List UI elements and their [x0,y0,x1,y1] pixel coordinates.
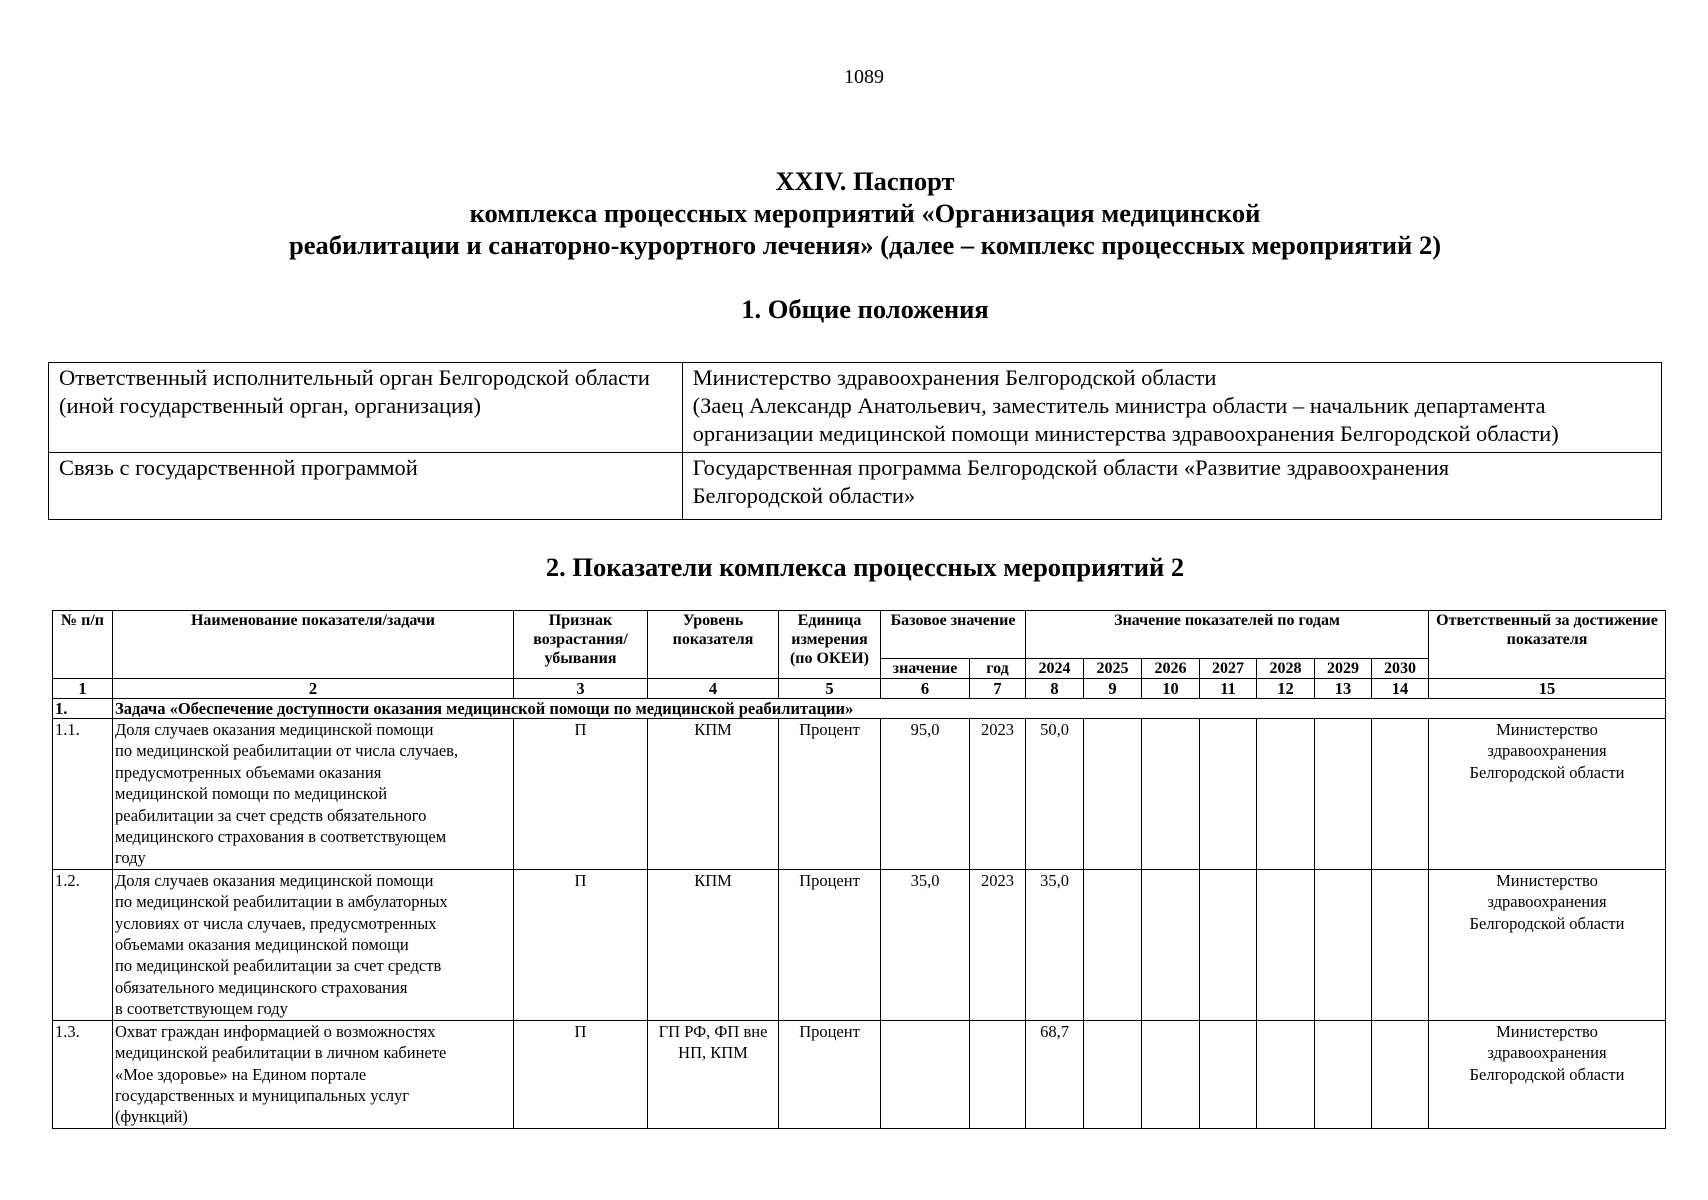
indicator-name-line: по медицинской реабилитации в амбулаторных [115,892,448,912]
column-number: 3 [514,679,648,699]
year-value-cell [1372,869,1429,1020]
level-cell-line: КПМ [694,870,732,890]
year-value-cell [1257,869,1315,1020]
year-value-cell: 35,0 [1026,869,1084,1020]
header-year: 2029 [1315,659,1372,679]
unit-cell: Процент [779,869,881,1020]
responsible-cell-line: Министерство [1496,1021,1598,1041]
task-row [53,699,1666,719]
info-label: Ответственный исполнительный орган Белгородской области (иной государственный орган, организация) [49,363,683,453]
header-unit: Единица измерения (по ОКЕИ) [779,611,881,679]
year-value-cell [1142,869,1200,1020]
responsible-cell-line: здравоохранения [1487,1043,1607,1063]
header-base: Базовое значение [881,611,1026,659]
header-base-value: значение [881,659,970,679]
year-value-cell [1257,1020,1315,1128]
level-cell [648,1020,779,1128]
responsible-cell [1429,719,1666,870]
header-num: № п/п [53,611,113,679]
info-value-line: (Заец Александр Анатольевич, заместитель министра области – начальник департамента [692,393,1546,418]
indicator-name [113,869,514,1020]
level-cell-line: НП, КПМ [678,1043,748,1063]
year-value-cell [1200,1020,1257,1128]
indicator-name [113,719,514,870]
year-value-cell [1142,1020,1200,1128]
table-header-row [53,611,1666,659]
header-year: 2027 [1200,659,1257,679]
table-row [53,1020,1666,1128]
responsible-cell [1429,1020,1666,1128]
responsible-cell-line: здравоохранения [1487,741,1607,761]
task-num: 1. [53,699,113,719]
column-numbers-row [53,679,1666,699]
info-value [682,453,1661,520]
column-number: 6 [881,679,970,699]
year-value-cell [1084,719,1142,870]
indicator-name-line: «Мое здоровье» на Едином портале [115,1064,367,1084]
base-year-cell: 2023 [970,869,1026,1020]
year-value-cell: 68,7 [1026,1020,1084,1128]
level-cell-line: КПМ [694,720,732,739]
general-provisions-table [48,362,1662,520]
year-value-cell [1084,1020,1142,1128]
year-value-cell [1372,719,1429,870]
indicator-name-line: предусмотренных объемами оказания [115,762,382,782]
base-year-cell: 2023 [970,719,1026,870]
indicator-name-line: Доля случаев оказания медицинской помощи [115,720,434,739]
document-title [160,165,1570,261]
column-number: 5 [779,679,881,699]
info-value [682,363,1661,453]
table-row [53,869,1666,1020]
header-year: 2026 [1142,659,1200,679]
level-cell [648,719,779,870]
responsible-cell-line: Белгородской области [1469,1064,1625,1084]
year-value-cell [1315,869,1372,1020]
responsible-cell-line: Министерство [1496,870,1598,890]
title-line: XXIV. Паспорт [775,166,955,196]
indicator-name-line: в соответствующем году [115,999,288,1019]
base-value-cell: 35,0 [881,869,970,1020]
responsible-cell-line: Белгородской области [1469,762,1625,782]
column-number: 15 [1429,679,1666,699]
year-value-cell [1142,719,1200,870]
sign-cell: П [514,719,648,870]
info-value-line: организации медицинской помощи министерства здравоохранения Белгородской области) [692,421,1559,446]
sign-cell: П [514,1020,648,1128]
title-line: реабилитации и санаторно-курортного лечения» (далее – комплекс процессных мероприятий 2) [288,230,1442,260]
column-number: 10 [1142,679,1200,699]
year-value-cell: 50,0 [1026,719,1084,870]
column-number: 9 [1084,679,1142,699]
indicator-name-line: (функций) [115,1107,188,1127]
column-number: 2 [113,679,514,699]
year-value-cell [1200,869,1257,1020]
header-year: 2028 [1257,659,1315,679]
indicator-name-line: Доля случаев оказания медицинской помощи [115,870,434,890]
year-value-cell [1084,869,1142,1020]
table-row [53,719,1666,870]
column-number: 11 [1200,679,1257,699]
row-num: 1.2. [53,869,113,1020]
year-value-cell [1257,719,1315,870]
page-number: 1089 [844,66,884,88]
info-value-line: Белгородской области» [692,483,916,508]
responsible-cell-line: Министерство [1496,720,1598,739]
indicator-name-line: обязательного медицинского страхования [115,977,408,997]
info-value-line: Государственная программа Белгородской области «Развитие здравоохранения [692,455,1450,480]
sign-cell: П [514,869,648,1020]
indicator-name [113,1020,514,1128]
indicator-name-line: государственных и муниципальных услуг [115,1085,410,1105]
unit-cell: Процент [779,719,881,870]
indicator-name-line: по медицинской реабилитации за счет средств [115,956,442,976]
year-value-cell [1200,719,1257,870]
year-value-cell [1315,1020,1372,1128]
level-cell-line: ГП РФ, ФП вне [658,1021,768,1041]
header-year: 2024 [1026,659,1084,679]
year-value-cell [1315,719,1372,870]
row-num: 1.3. [53,1020,113,1128]
task-text: Задача «Обеспечение доступности оказания медицинской помощи по медицинской реабилитации» [113,699,1666,719]
column-number: 14 [1372,679,1429,699]
info-value-line: Министерство здравоохранения Белгородской области [692,365,1217,390]
responsible-cell-line: Белгородской области [1469,913,1625,933]
indicator-name-line: медицинской реабилитации в личном кабинете [115,1043,447,1063]
indicator-name-line: реабилитации за счет средств обязательного [115,805,427,825]
section1-heading: 1. Общие положения [741,294,989,324]
column-number: 12 [1257,679,1315,699]
base-value-cell: 95,0 [881,719,970,870]
header-name: Наименование показателя/задачи [113,611,514,679]
header-year: 2025 [1084,659,1142,679]
indicator-name-line: году [115,848,146,868]
title-line: комплекса процессных мероприятий «Организация медицинской [469,198,1261,228]
indicators-table [52,610,1666,1129]
section2-heading: 2. Показатели комплекса процессных мероприятий 2 [545,552,1185,582]
responsible-cell [1429,869,1666,1020]
column-number: 7 [970,679,1026,699]
header-base-year: год [970,659,1026,679]
column-number: 4 [648,679,779,699]
indicator-name-line: по медицинской реабилитации от числа случаев, [115,741,459,761]
indicator-name-line: медицинской помощи по медицинской [115,784,388,804]
header-level: Уровень показателя [648,611,779,679]
table-row [49,453,1662,520]
row-num: 1.1. [53,719,113,870]
base-year-cell [970,1020,1026,1128]
info-label: Связь с государственной программой [49,453,683,520]
header-year: 2030 [1372,659,1429,679]
base-value-cell [881,1020,970,1128]
year-value-cell [1372,1020,1429,1128]
unit-cell: Процент [779,1020,881,1128]
header-sign: Признак возрастания/ убывания [514,611,648,679]
column-number: 8 [1026,679,1084,699]
indicator-name-line: Охват граждан информацией о возможностях [115,1021,436,1041]
responsible-cell-line: здравоохранения [1487,892,1607,912]
indicator-name-line: объемами оказания медицинской помощи [115,935,409,955]
indicator-name-line: условиях от числа случаев, предусмотренных [115,913,437,933]
header-responsible: Ответственный за достижение показателя [1429,611,1666,679]
level-cell [648,869,779,1020]
column-number: 13 [1315,679,1372,699]
table-row [49,363,1662,453]
indicator-name-line: медицинского страхования в соответствующем [115,827,447,847]
column-number: 1 [53,679,113,699]
header-years-group: Значение показателей по годам [1026,611,1429,659]
